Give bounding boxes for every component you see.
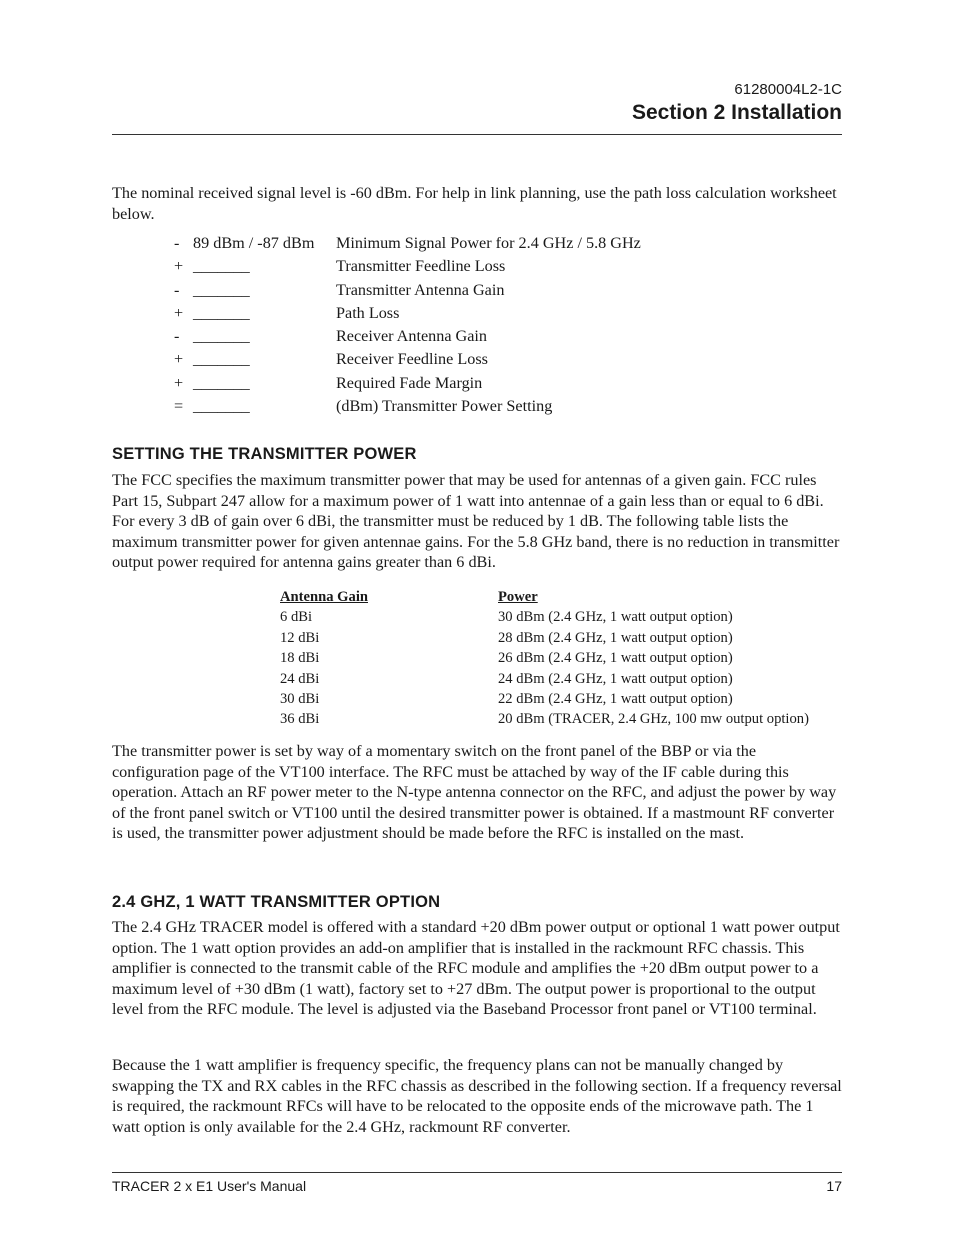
worksheet-value: _______: [193, 303, 250, 322]
worksheet-operator: =: [174, 397, 184, 416]
frequency-plan-paragraph: Because the 1 watt amplifier is frequency specific, the frequency plans can not be manually changed by swapping the TX and RX cables in the RFC chassis as described in the following section. If a frequency reversal is required, the rackmount RFCs will have to be relocated to the opposite ends of the microwave path. The 1 watt option is only available for the 2.4 GHz, rackmount RF converter.: [112, 1056, 842, 1136]
worksheet-value: _______: [193, 350, 250, 369]
footer-manual-title: TRACER 2 x E1 User's Manual: [112, 1178, 307, 1194]
antenna-gain-cell: 6 dBi: [280, 609, 313, 626]
worksheet-description: Receiver Antenna Gain: [336, 327, 488, 346]
antenna-gain-cell: 24 dBi: [280, 670, 320, 687]
power-cell: 30 dBm (2.4 GHz, 1 watt output option): [498, 609, 733, 626]
page-title: Section 2 Installation: [631, 101, 842, 124]
antenna-gain-cell: 30 dBi: [280, 690, 320, 707]
column-header-power: Power: [498, 589, 538, 605]
worksheet-description: Receiver Feedline Loss: [336, 350, 488, 369]
worksheet-value: _______: [193, 397, 250, 416]
header-divider: [112, 134, 842, 135]
document-number: 61280004L2-1C: [734, 81, 842, 98]
worksheet-operator: +: [174, 257, 184, 276]
worksheet-description: Path Loss: [336, 303, 400, 322]
antenna-gain-cell: 12 dBi: [280, 629, 320, 646]
worksheet-description: Minimum Signal Power for 2.4 GHz / 5.8 GHz: [336, 234, 641, 252]
antenna-gain-cell: 36 dBi: [280, 711, 320, 728]
transmitter-power-paragraph: The FCC specifies the maximum transmitter power that may be used for antennas of a given gain. FCC rules Part 15, Subpart 247 allow for a maximum power of 1 watt into antennae of a gain less than or equal to 6 dBi. For every 3 dB of gain over 6 dBi, the transmitter must be reduced by 1 dB. The following table lists the maximum transmitter power for given antennae gains. For the 5.8 GHz band, there is no reduction in transmitter output power required for antenna gains greater than 6 dBi.: [112, 471, 840, 571]
power-setting-paragraph: The transmitter power is set by way of a momentary switch on the front panel of the BBP or via the configuration page of the VT100 interface. The RFC must be attached by way of the IF cable during this operation. Attach an RF power meter to the N-type antenna connector on the RFC, and adjust the power by way of the front panel switch or VT100 until the desired transmitter power is obtained. If a mastmount RF converter is used, the transmitter power adjustment should be made before the RFC is installed on the mast.: [112, 742, 837, 842]
section-heading-transmitter-power: SETTING THE TRANSMITTER POWER: [112, 445, 417, 463]
document-page: [112, 0, 842, 1235]
worksheet-operator: +: [174, 303, 184, 322]
power-cell: 24 dBm (2.4 GHz, 1 watt output option): [498, 670, 733, 687]
footer-page-number: 17: [826, 1178, 842, 1194]
worksheet-value: _______: [193, 327, 250, 346]
section-heading-1-watt-option: 2.4 GHZ, 1 WATT TRANSMITTER OPTION: [112, 893, 441, 911]
worksheet-value: _______: [193, 280, 250, 299]
worksheet-value: _______: [193, 257, 250, 276]
worksheet-description: (dBm) Transmitter Power Setting: [336, 397, 553, 416]
worksheet-value: 89 dBm / -87 dBm: [193, 234, 315, 252]
worksheet-operator: +: [174, 350, 184, 369]
antenna-gain-cell: 18 dBi: [280, 650, 320, 667]
worksheet-value: _______: [193, 373, 250, 392]
worksheet-operator: -: [174, 280, 180, 299]
watt-option-paragraph: The 2.4 GHz TRACER model is offered with a standard +20 dBm power output or optional 1 watt power output option. The 1 watt option provides an add-on amplifier that is installed in the rackmount RFC chassis. This amplifier is connected to the transmit cable of the RFC module and amplifies the +20 dBm output power to a maximum level of +30 dBm (1 watt), factory set to +27 dBm. The output power is proportional to the output level from the RFC module. The level is adjusted via the Baseband Processor front panel or VT100 terminal.: [112, 918, 840, 1018]
worksheet-operator: +: [174, 373, 184, 392]
worksheet-description: Required Fade Margin: [336, 373, 483, 392]
power-cell: 26 dBm (2.4 GHz, 1 watt output option): [498, 650, 733, 667]
power-cell: 20 dBm (TRACER, 2.4 GHz, 100 mw output option): [498, 711, 809, 728]
power-cell: 22 dBm (2.4 GHz, 1 watt output option): [498, 690, 733, 707]
column-header-antenna-gain: Antenna Gain: [280, 589, 368, 605]
worksheet-description: Transmitter Feedline Loss: [336, 257, 506, 276]
worksheet-description: Transmitter Antenna Gain: [336, 280, 505, 299]
power-cell: 28 dBm (2.4 GHz, 1 watt output option): [498, 629, 733, 646]
worksheet-operator: -: [174, 327, 180, 346]
footer-divider: [112, 1172, 842, 1173]
worksheet-operator: -: [174, 234, 180, 252]
intro-paragraph: The nominal received signal level is -60 dBm. For help in link planning, use the path loss calculation worksheet below.: [112, 184, 837, 223]
